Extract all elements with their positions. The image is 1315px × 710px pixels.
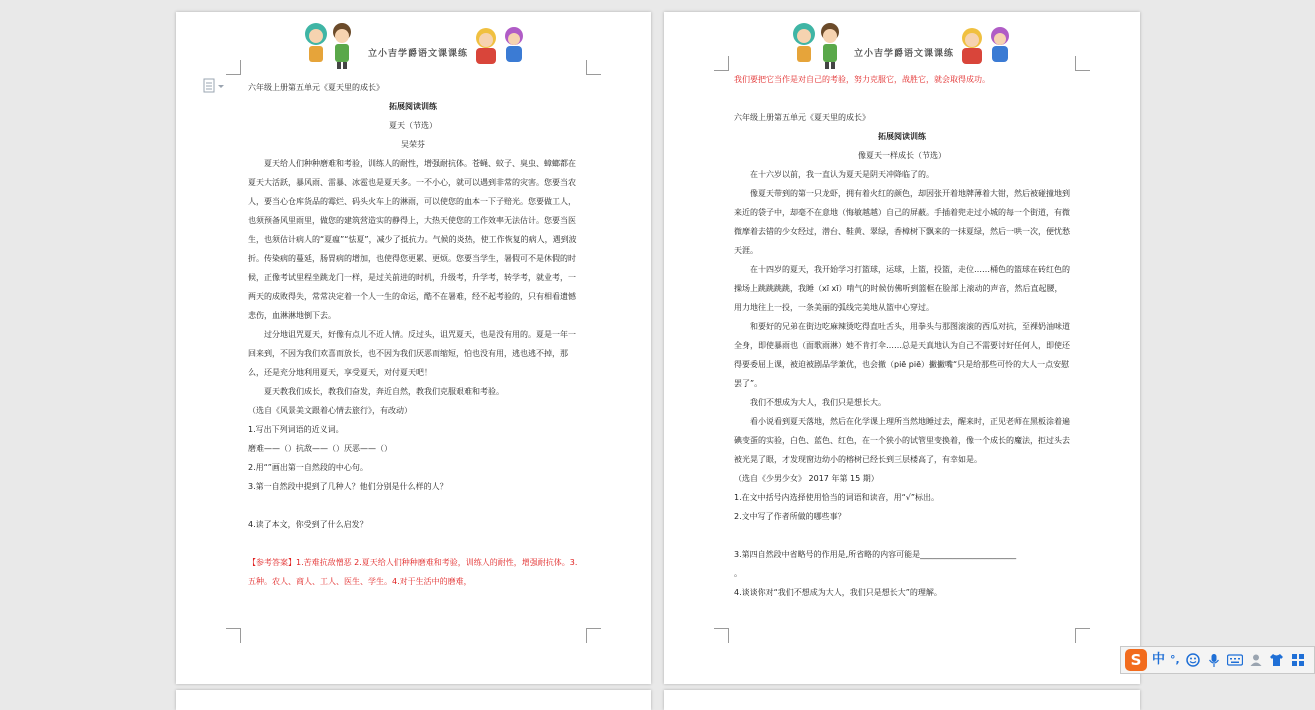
microphone-icon[interactable] bbox=[1206, 652, 1222, 668]
text-line: 拓展阅读训练 bbox=[389, 102, 437, 111]
document-page-next-right bbox=[664, 690, 1140, 710]
header-title: 立小吉学爵语文课课练 bbox=[854, 49, 955, 59]
text-line: 像夏天带到的第一只龙虾，拥有着火红的颜色，却因张开着地牌薄着大钳，然后被碰撞地到来近的袋子中，却毫不在意地（悔敏越越）自己的屏蔽。手插着兜走过小城的每一个街道，有微微摩着去错的少女经过，潜台、鞋黄、翠绿，香樟树下飘来的一抹夏绿，然后一哄一次，便忧愁天涯。 bbox=[734, 189, 1070, 255]
text-line: 2.用“”画出第一自然段的中心句。 bbox=[248, 463, 368, 472]
text-line bbox=[248, 534, 578, 553]
text-line: 。 bbox=[734, 569, 742, 578]
emoji-icon[interactable] bbox=[1185, 652, 1201, 668]
text-line: 夏天教我们成长，教我们奋发，奔近自然，教我们克服艰难和考验。 bbox=[264, 387, 504, 396]
text-line: 4.读了本文，你受到了什么启发？ bbox=[248, 520, 368, 529]
text-lines bbox=[248, 78, 578, 591]
text-line: 磨难——（）抗敌——（）厌恶——（） bbox=[248, 444, 392, 453]
document-page-next-left bbox=[176, 690, 651, 710]
text-line: 和要好的兄弟在街边吃麻辣烫吃得直吐舌头，用拳头与那图滚滚的西瓜对抗，至裸奶油味道全身，即使暴雨也（面歌雨淋）她不肯打伞……总是天真地认为自己不需要讨好任何人，即使还得要委屈上课，被迫被剧品学兼优，也会撤（piē piē）撇撇嘴“只是给那些可怜的大人一点安慰罢了”。 bbox=[734, 322, 1070, 388]
text-line: 在十四岁的夏天，我开始学习打篮球，运球，上篮，投篮，走位……桶色的篮球在砖红色的操场上跳跳跳跳，我睡（xī xī）啃气的时候仿佛听到篮框在脸部上滚动的声音，然后直起腰，用力地往上一投，一条美丽的弧线完美地从篮中心穿过。 bbox=[734, 265, 1070, 312]
text-line: 我们要把它当作是对自己的考验，努力克服它，战胜它，就会取得成功。 bbox=[734, 75, 990, 84]
document-page-right bbox=[664, 12, 1140, 684]
text-line: 【参考答案】1.苦难抗敌憎恶 2.夏天给人们种种磨难和考验，训练人的耐性，增强耐抗体。3.五种。农人、商人、工人、医生、学生。4.对于生活中的磨难， bbox=[248, 558, 578, 586]
header-title: 立小吉学爵语文课课练 bbox=[368, 49, 469, 59]
cartoon-children-image bbox=[302, 20, 360, 70]
user-account-icon[interactable] bbox=[1248, 652, 1264, 668]
text-line: 在十六岁以前，我一直认为夏天是阴天冲降临了的。 bbox=[750, 170, 934, 179]
text-line: 3.第四自然段中省略号的作用是,所省略的内容可能是________________________ bbox=[734, 550, 1017, 559]
text-line: 1.写出下列词语的近义词。 bbox=[248, 425, 344, 434]
margin-mark-bottom-left bbox=[226, 628, 241, 643]
text-line: （选自《少男少女》 2017 年第 15 期） bbox=[734, 474, 879, 483]
text-line bbox=[734, 526, 1070, 545]
text-line: 夏天给人们种种磨难和考验，训练人的耐性，增强耐抗体。苍蝇、蚊子、臭虫、蟑螂都在夏天大活跃，暴风雨、雷暴、冰雹也是夏天多。一不小心，就可以遇到非常的灾害。您要当农人，要当心仓库货品的霉烂、码头火车上的淋雨，可以使您的血本一下子赔光。您要做工人，也须预备风里雨里，做您的建筑营造实的静得上，大热天使您的工作效率无法估计。您要当医生，也须估计病人的“夏瘟”“怯夏”，减少了抵抗力。气候的炎热，使工作恢复的病人，遇到波折。传染病的蔓延，肠胃病的增加，也使得您更累、更烦。您要当学生，暑假可不是休假的时候，正像考试里程坐跳龙门一样，是过关前进的时机，升级考，升学考，转学考，就业考，一两天的成败得失，常常决定着一个人一生的命运，酷不在暑难，经不起考验的，只有相看遗憾悲伤，血淋淋地倒下去。 bbox=[248, 159, 577, 320]
ime-language-toggle[interactable]: 中 bbox=[1152, 652, 1166, 667]
ime-toolbar[interactable] bbox=[1120, 646, 1315, 674]
sogou-logo-icon[interactable]: S bbox=[1125, 649, 1147, 671]
page-header bbox=[664, 18, 1140, 68]
text-line: 3.第一自然段中提到了几种人？他们分别是什么样的人？ bbox=[248, 482, 448, 491]
page-body bbox=[248, 78, 578, 591]
text-line: 像夏天一样成长（节选） bbox=[858, 151, 946, 160]
toolbox-grid-icon[interactable] bbox=[1290, 652, 1306, 668]
page-header bbox=[176, 18, 651, 68]
cartoon-characters-image bbox=[954, 24, 1016, 68]
text-line bbox=[734, 89, 1070, 108]
document-page-left bbox=[176, 12, 651, 684]
text-line: 1.在文中括号内选择使用恰当的词语和读音，用“√”标出。 bbox=[734, 493, 940, 502]
keyboard-icon[interactable] bbox=[1227, 652, 1243, 668]
text-line: 我们不想成为大人，我们只是想长大。 bbox=[750, 398, 886, 407]
text-line: 吴荣芬 bbox=[401, 140, 425, 149]
text-line: 六年级上册第五单元《夏天里的成长》 bbox=[734, 113, 870, 122]
text-line: 4.谈谈你对“我们不想成为大人，我们只是想长大”的理解。 bbox=[734, 588, 942, 597]
text-lines bbox=[734, 70, 1070, 602]
text-line: 2.文中写了作者所做的哪些事？ bbox=[734, 512, 846, 521]
margin-mark-bottom-left bbox=[714, 628, 729, 643]
text-line: （选自《风景美文跟着心情去旅行》，有改动） bbox=[248, 406, 412, 415]
text-line: 拓展阅读训练 bbox=[878, 132, 926, 141]
skin-shirt-icon[interactable] bbox=[1269, 652, 1285, 668]
ime-punctuation-toggle[interactable]: °, bbox=[1170, 653, 1180, 666]
text-line: 看小说看到夏天落地，然后在化学课上理所当然地睡过去，醒来时，正见老师在黑板涂着遍碘变蛋的实验，白色、蓝色、红色，在一个狭小的试管里变换着，像一个成长的魔法，拒过头去被光晃了眼，才发现窗边幼小的榕树已经长到三层楼高了，有幸如是。 bbox=[734, 417, 1070, 464]
margin-mark-bottom-right bbox=[586, 628, 601, 643]
page-body bbox=[734, 70, 1070, 602]
cartoon-children-image bbox=[790, 20, 848, 70]
text-line: 六年级上册第五单元《夏天里的成长》 bbox=[248, 83, 384, 92]
margin-mark-bottom-right bbox=[1075, 628, 1090, 643]
cartoon-characters-image bbox=[468, 24, 530, 68]
text-line: 过分地诅咒夏天，好像有点儿不近人情。反过头，诅咒夏天，也是没有用的。夏是一年一回来到，不因为我们欢喜而放长，也不因为我们厌恶而缩短，怕也没有用，逃也逃不掉，那么，还是充分地利用夏天，享受夏天，对付夏天吧！ bbox=[248, 330, 576, 377]
document-options-icon[interactable] bbox=[203, 78, 225, 94]
text-line: 夏天（节选） bbox=[389, 121, 437, 130]
text-line bbox=[248, 496, 578, 515]
